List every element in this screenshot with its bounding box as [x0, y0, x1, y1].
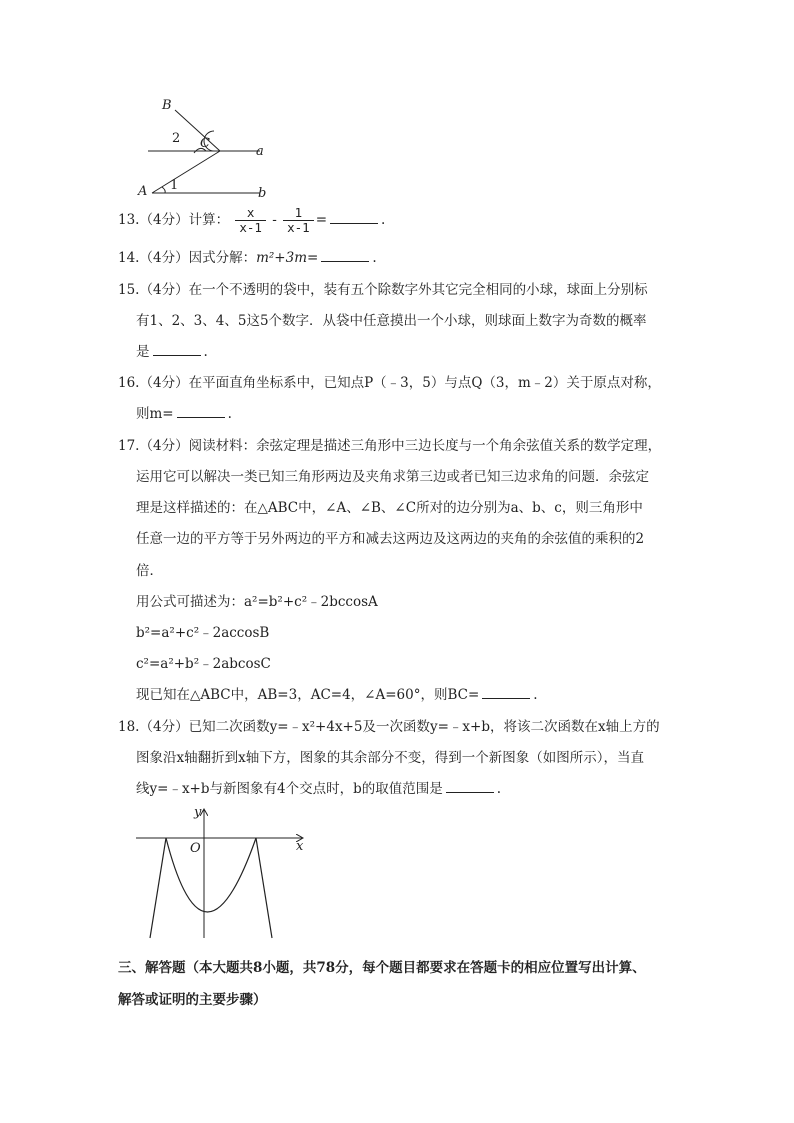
label-B: B [162, 98, 172, 113]
parabola-figure [130, 806, 310, 942]
answer-blank [330, 210, 378, 224]
label-2: 2 [172, 131, 181, 146]
formula-c: c²=a²+b²﹣2abcosC [136, 656, 271, 672]
section-3-heading-line2: 解答或证明的主要步骤） [118, 992, 267, 1008]
question-17-line2: 运用它可以解决一类已知三角形两边及夹角求第三边或者已知三边求角的问题．余弦定 [136, 469, 649, 485]
label-A: A [138, 184, 148, 199]
question-18-line3: 线y=﹣x+b与新图象有4个交点时，b的取值范围是 . [136, 781, 502, 797]
label-a: a [256, 144, 264, 159]
question-13: 13.（4分）计算： $\frac{x}{x-1}$ - $\frac{1}{x-1}$ = . [118, 205, 386, 235]
label-1: 1 [170, 178, 179, 193]
question-17-line4: 任意一边的平方等于另外两边的平方和减去这两边及这两边的夹角的余弦值的乘积的2 [136, 531, 645, 547]
question-17-ask: 现已知在△ABC中，AB=3，AC=4，∠A=60°，则BC= . [136, 687, 538, 703]
label-b: b [258, 186, 267, 201]
answer-blank [321, 248, 369, 262]
question-18-line2: 图象沿x轴翻折到x轴下方，图象的其余部分不变，得到一个新图象（如图所示），当直 [136, 750, 644, 766]
question-16-line2: 则m= . [136, 406, 232, 422]
question-17-line5: 倍． [136, 563, 163, 579]
answer-blank [177, 404, 225, 418]
answer-blank [153, 342, 201, 356]
question-16: 16.（4分）在平面直角坐标系中，已知点P（﹣3，5）与点Q（3，m﹣2）关于原点对称， [118, 375, 661, 391]
question-14: 14.（4分）因式分解：m²+3m= . [118, 250, 377, 266]
question-17-line3: 理是这样描述的：在△ABC中，∠A、∠B、∠C所对的边分别为a、b、c，则三角形中 [136, 500, 643, 516]
formula-a: 用公式可描述为：a²=b²+c²﹣2bccosA [136, 594, 378, 610]
answer-blank [446, 779, 494, 793]
question-18: 18.（4分）已知二次函数y=﹣x²+4x+5及一次函数y=﹣x+b，将该二次函数在x轴上方的 [118, 719, 660, 735]
section-3-heading: 三、解答题（本大题共8小题，共78分，每个题目都要求在答题卡的相应位置写出计算、 [118, 960, 646, 976]
label-x: x [296, 839, 304, 854]
fraction-2: $\frac{1}{x-1}$ [283, 206, 314, 235]
fraction-1: $\frac{x}{x-1}$ [235, 206, 266, 235]
question-15-line3: 是 . [136, 344, 208, 360]
question-17: 17.（4分）阅读材料：余弦定理是描述三角形中三边长度与一个角余弦值关系的数学定理， [118, 438, 662, 454]
question-15: 15.（4分）在一个不透明的袋中，装有五个除数字外其它完全相同的小球，球面上分别标 [118, 282, 648, 298]
label-C: C [200, 136, 210, 151]
label-y: y [194, 806, 202, 820]
answer-blank [482, 685, 530, 699]
angle-figure [130, 95, 280, 201]
question-15-line2: 有1、2、3、4、5这5个数字．从袋中任意摸出一个小球，则球面上数字为奇数的概率 [136, 313, 647, 329]
label-O: O [190, 841, 201, 856]
formula-b: b²=a²+c²﹣2accosB [136, 625, 270, 641]
